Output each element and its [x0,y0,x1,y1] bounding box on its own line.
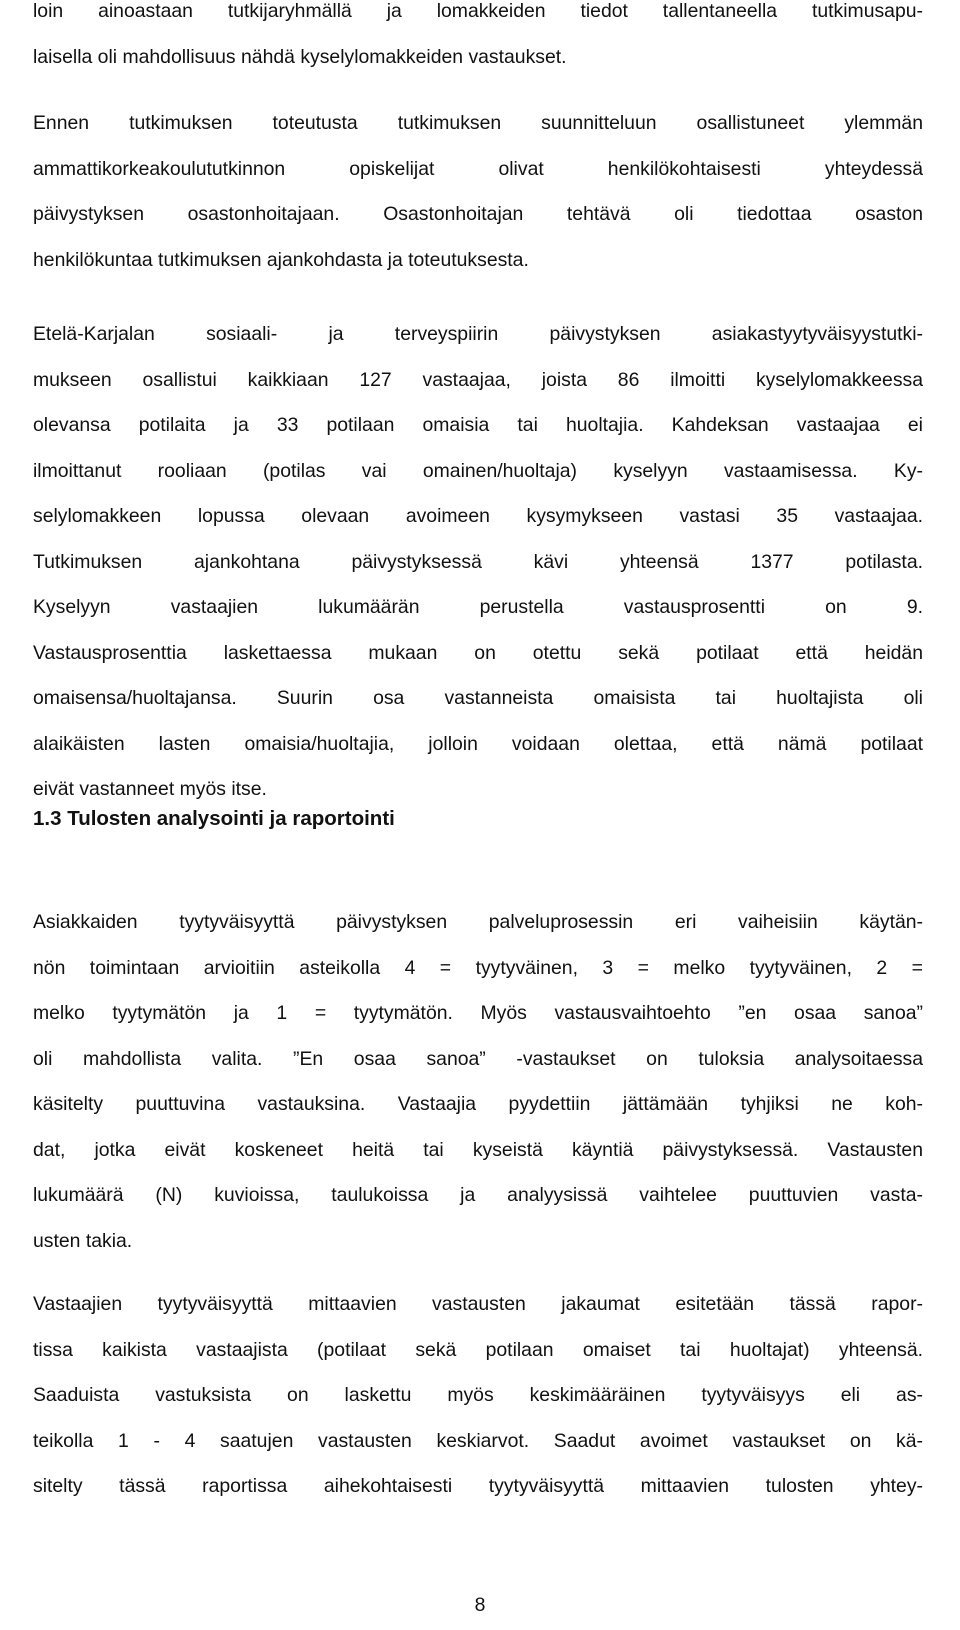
text-line: Saaduista vastuksista on laskettu myös keskimääräinen tyytyväisyys eli as- [33,1384,923,1406]
text-line: päivystyksen osastonhoitajaan. Osastonhoitajan tehtävä oli tiedottaa osaston [33,203,923,225]
paragraph-respondents [33,312,923,813]
text-line: sitelty tässä raportissa aihekohtaisesti tyytyväisyyttä mittaavien tulosten yhtey- [33,1475,923,1497]
text-line: Etelä-Karjalan sosiaali- ja terveyspiirin päivystyksen asiakastyytyväisyystutki- [33,323,923,345]
paragraph-preparation [33,101,923,283]
text-line: Asiakkaiden tyytyväisyyttä päivystyksen palveluprosessin eri vaiheisiin käytän- [33,911,923,933]
text-line: dat, jotka eivät koskeneet heitä tai kyseistä käyntiä päivystyksessä. Vastausten [33,1138,923,1161]
text-line: Vastaajien tyytyväisyyttä mittaavien vastausten jakaumat esitetään tässä rapor- [33,1293,923,1315]
text-line: omaisensa/huoltajansa. Suurin osa vastanneista omaisista tai huoltajista oli [33,687,923,709]
text-line: laisella oli mahdollisuus nähdä kyselylomakkeiden vastaukset. [33,45,567,68]
text-line: henkilökuntaa tutkimuksen ajankohdasta ja toteutuksesta. [33,248,529,271]
section-heading: 1.3 Tulosten analysointi ja raportointi [33,807,395,830]
text-line: tissa kaikista vastaajista (potilaat sekä potilaan omaiset tai huoltajat) yhteensä. [33,1338,923,1361]
text-line: loin ainoastaan tutkijaryhmällä ja lomakkeiden tiedot tallentaneella tutkimusapu- [33,0,923,22]
paragraph-reporting [33,1282,923,1510]
page-number: 8 [474,1594,486,1616]
text-line: eivät vastanneet myös itse. [33,778,267,800]
text-line: Kyselyyn vastaajien lukumäärän perustella vastausprosentti on 9. [33,596,923,618]
text-line: nön toimintaan arvioitiin asteikolla 4 = tyytyväinen, 3 = melko tyytyväinen, 2 = [33,956,923,979]
text-line: ammattikorkeakoulututkinnon opiskelijat olivat henkilökohtaisesti yhteydessä [33,157,923,180]
text-line: mukseen osallistui kaikkiaan 127 vastaajaa, joista 86 ilmoitti kyselylomakkeessa [33,368,923,391]
text-line: Vastausprosenttia laskettaessa mukaan on otettu sekä potilaat että heidän [33,641,923,664]
text-line: lukumäärä (N) kuvioissa, taulukoissa ja analyysissä vaihtelee puuttuvien vasta- [33,1184,923,1206]
text-line: alaikäisten lasten omaisia/huoltajia, jolloin voidaan olettaa, että nämä potilaat [33,732,923,755]
text-line: ilmoittanut rooliaan (potilas vai omainen/huoltaja) kyselyyn vastaamisessa. Ky- [33,459,923,482]
paragraph-analysis-scale [33,900,923,1264]
text-line: oli mahdollista valita. ”En osaa sanoa” -vastaukset on tuloksia analysoitaessa [33,1047,923,1070]
text-line: melko tyytymätön ja 1 = tyytymätön. Myös vastausvaihtoehto ”en osaa sanoa” [33,1002,923,1024]
paragraph-data-privacy [33,0,923,80]
text-line: teikolla 1 - 4 saatujen vastausten keskiarvot. Saadut avoimet vastaukset on kä- [33,1429,923,1452]
text-line: usten takia. [33,1229,133,1252]
text-line: Tutkimuksen ajankohtana päivystyksessä kävi yhteensä 1377 potilasta. [33,550,923,573]
text-line: Ennen tutkimuksen toteutusta tutkimuksen suunnitteluun osallistuneet ylemmän [33,112,923,134]
text-line: käsitelty puuttuvina vastauksina. Vastaajia pyydettiin jättämään tyhjiksi ne koh- [33,1093,923,1115]
text-line: selylomakkeen lopussa olevaan avoimeen kysymykseen vastasi 35 vastaajaa. [33,505,923,527]
text-line: olevansa potilaita ja 33 potilaan omaisia tai huoltajia. Kahdeksan vastaajaa ei [33,414,923,436]
